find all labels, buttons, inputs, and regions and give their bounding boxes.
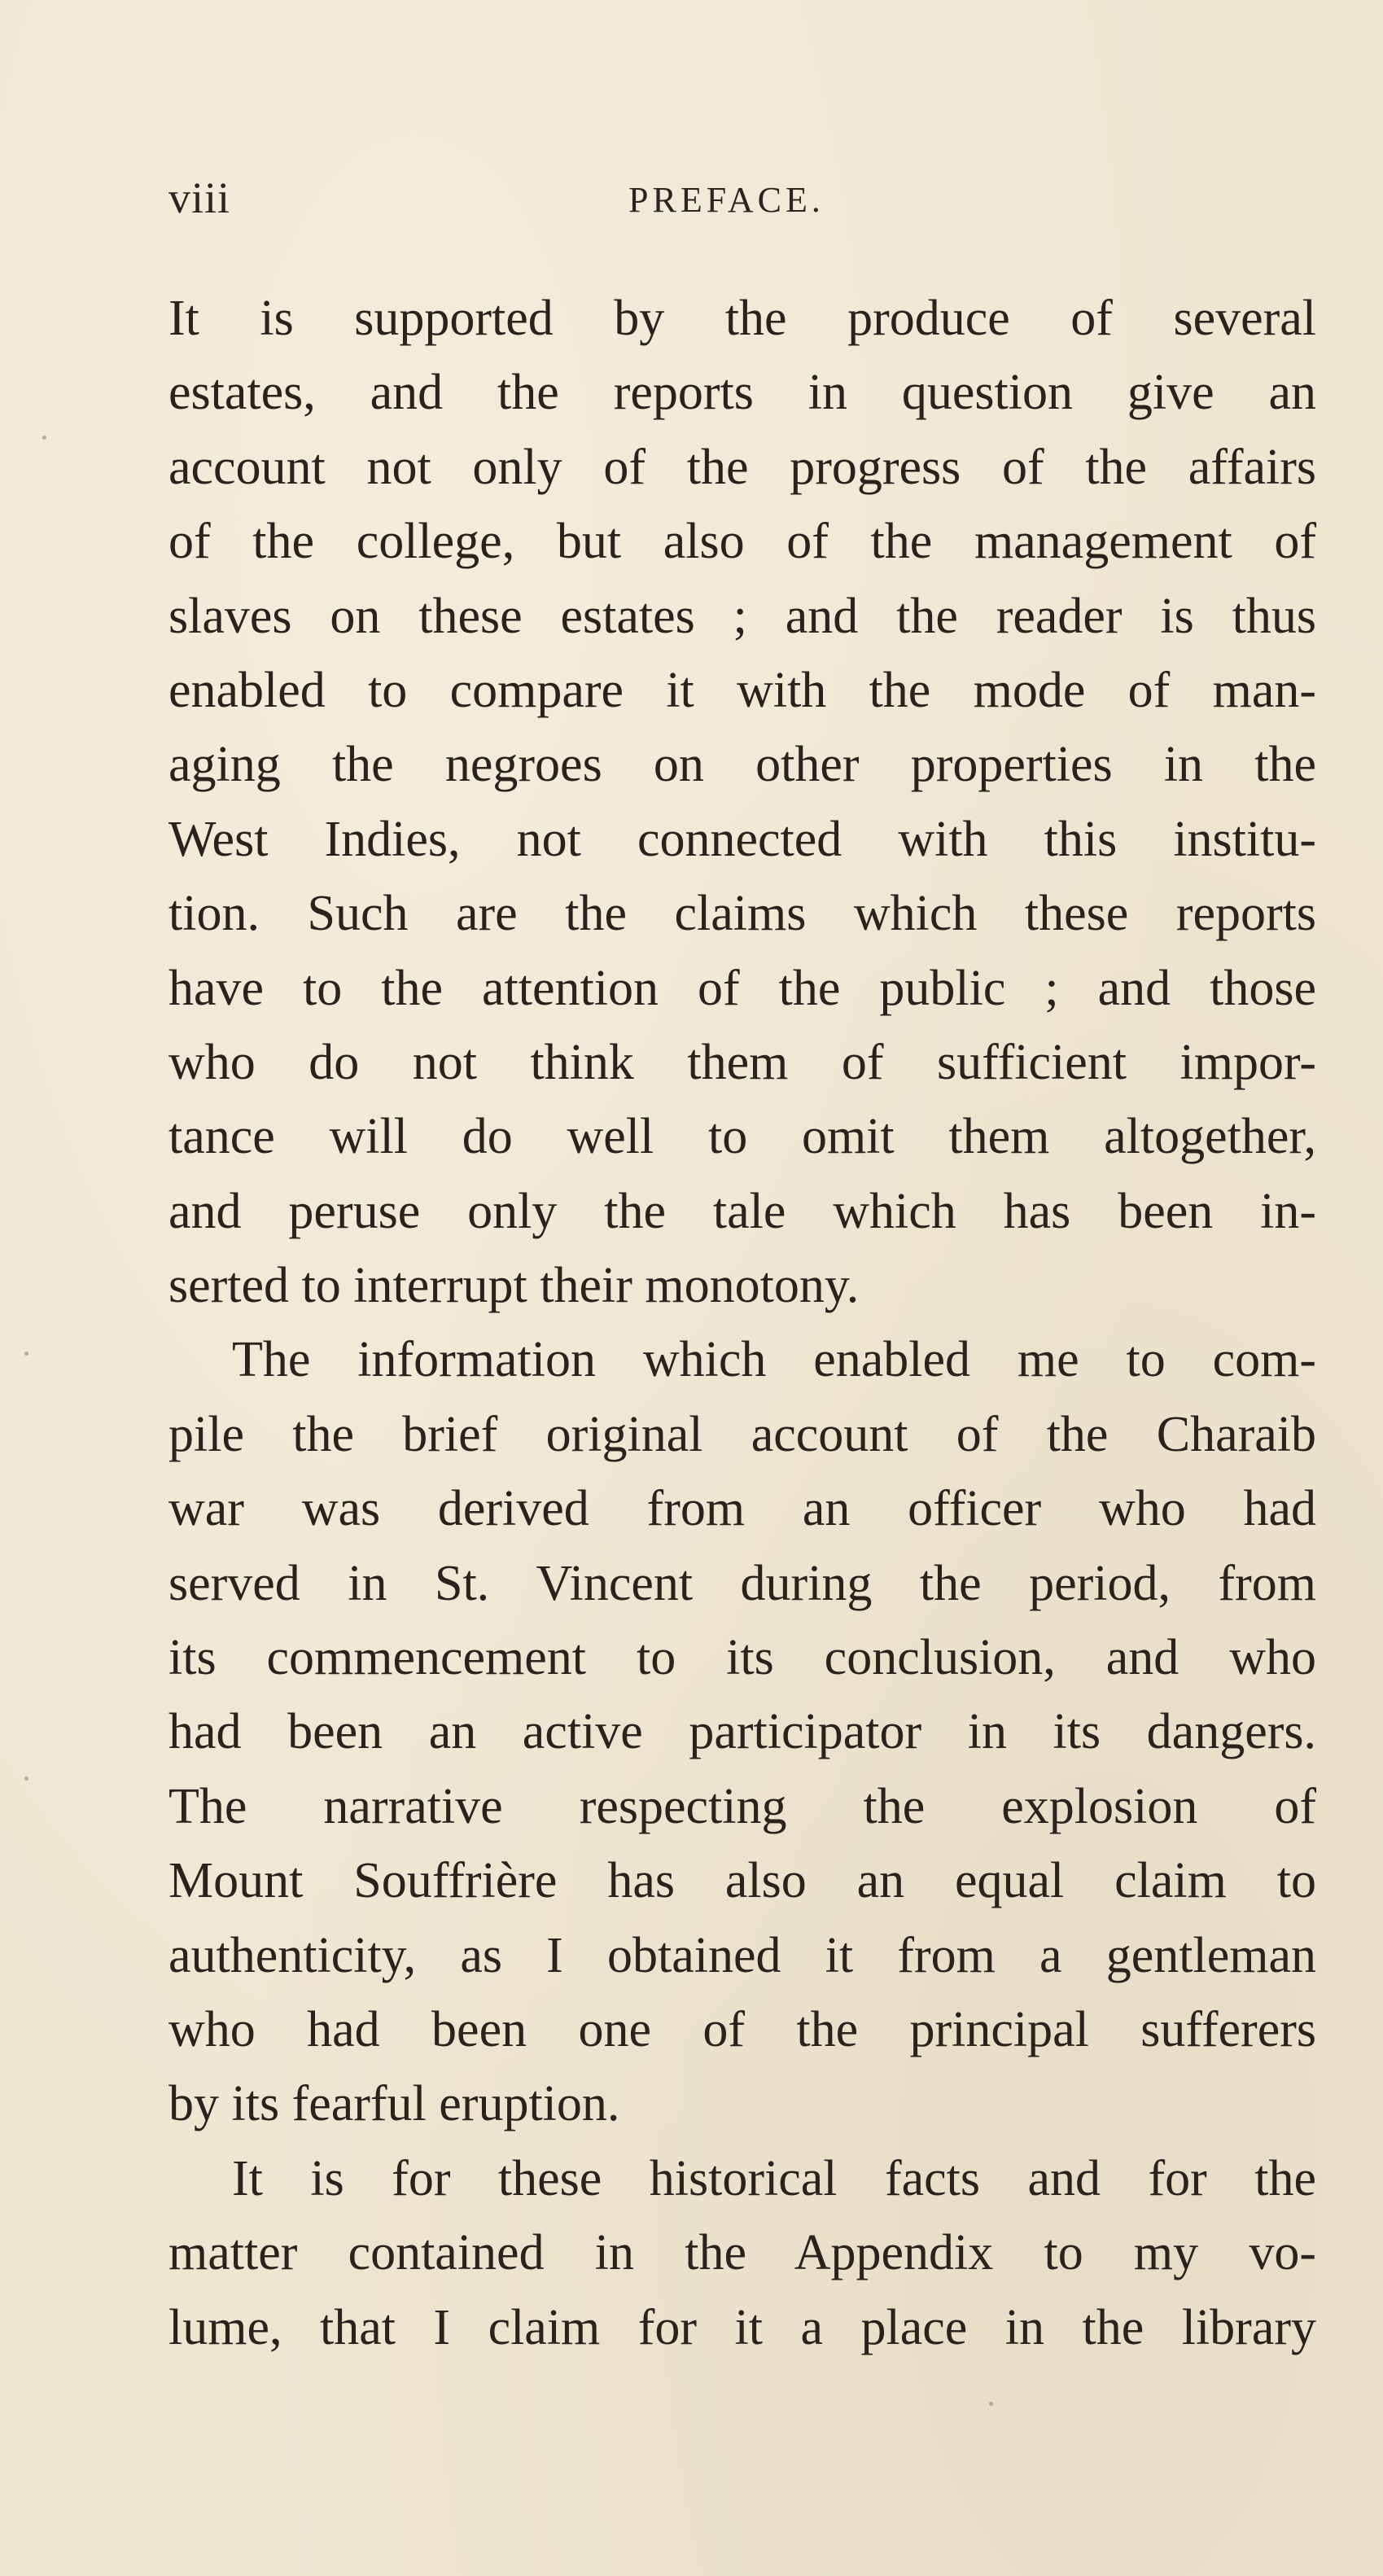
- paragraph: [168, 2142, 1316, 2365]
- text-line: who had been one of the principal sufferers: [168, 2001, 1316, 2057]
- paper-speck: [24, 1352, 28, 1356]
- text-line: aging the negroes on other properties in the: [168, 737, 1316, 793]
- text-line: account not only of the progress of the affairs: [168, 439, 1316, 495]
- paper-speck: [989, 2402, 993, 2406]
- text-line: of the college, but also of the management of: [168, 514, 1316, 570]
- text-line: tance will do well to omit them altogether,: [168, 1109, 1316, 1165]
- page-number: viii: [168, 173, 231, 222]
- text-line: war was derived from an officer who had: [168, 1481, 1316, 1537]
- running-head: [0, 173, 1383, 230]
- text-line: by its fearful eruption.: [168, 2076, 620, 2132]
- paragraph: [168, 282, 1316, 1323]
- text-line: It is for these historical facts and for the: [232, 2150, 1316, 2206]
- text-line: estates, and the reports in question give an: [168, 365, 1316, 421]
- text-line: had been an active participator in its dangers.: [168, 1704, 1316, 1760]
- paper-speck: [24, 1776, 28, 1781]
- text-line: authenticity, as I obtained it from a gentleman: [168, 1927, 1316, 1983]
- text-line: served in St. Vincent during the period, from: [168, 1555, 1316, 1611]
- text-line: The narrative respecting the explosion of: [168, 1778, 1316, 1834]
- body-text: [168, 282, 1316, 2365]
- text-line: lume, that I claim for it a place in the library: [168, 2299, 1316, 2355]
- text-line: serted to interrupt their monotony.: [168, 1258, 860, 1314]
- text-line: matter contained in the Appendix to my vo-: [168, 2225, 1316, 2281]
- text-line: The information which enabled me to com-: [232, 1332, 1316, 1388]
- text-line: tion. Such are the claims which these reports: [168, 886, 1316, 942]
- text-line: pile the brief original account of the Charaib: [168, 1406, 1316, 1462]
- paper-speck: [42, 436, 46, 440]
- text-line: who do not think them of sufficient impor-: [168, 1034, 1316, 1090]
- paragraph: [168, 1323, 1316, 2141]
- running-title: PREFACE.: [628, 180, 825, 220]
- text-line: slaves on these estates ; and the reader is thus: [168, 588, 1316, 644]
- text-line: have to the attention of the public ; and those: [168, 960, 1316, 1016]
- text-line: its commencement to its conclusion, and who: [168, 1630, 1316, 1686]
- text-line: enabled to compare it with the mode of man-: [168, 662, 1316, 718]
- text-line: Mount Souffrière has also an equal claim to: [168, 1853, 1316, 1909]
- text-line: West Indies, not connected with this institu-: [168, 811, 1316, 867]
- text-line: It is supported by the produce of several: [168, 291, 1316, 346]
- text-line: and peruse only the tale which has been in-: [168, 1183, 1316, 1239]
